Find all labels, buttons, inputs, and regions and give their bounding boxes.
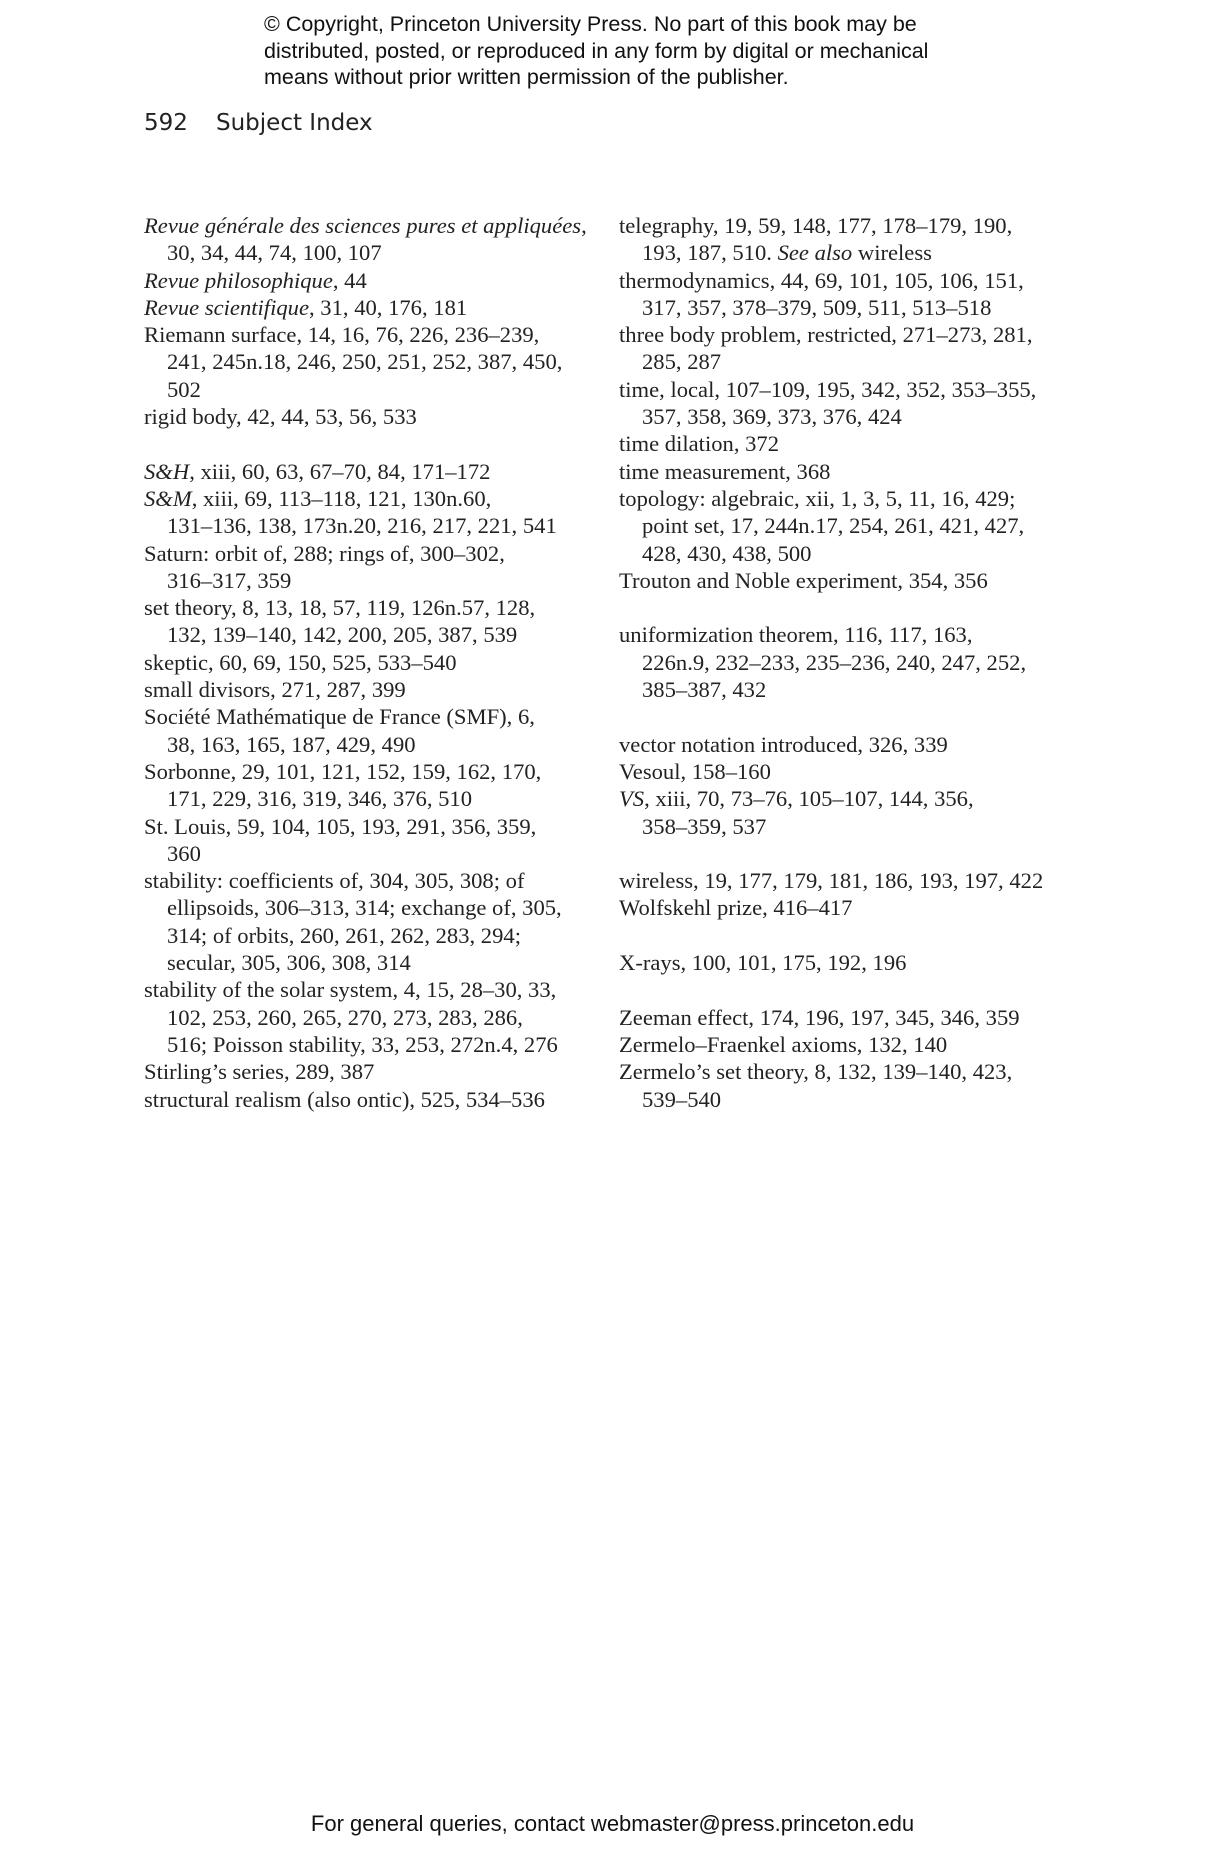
index-entry-text: skeptic, 60, 69, 150, 525, 533–540 xyxy=(144,649,457,675)
index-entry-continuation: 539–540 xyxy=(642,1086,722,1112)
index-entry-text: X-rays, 100, 101, 175, 192, 196 xyxy=(619,950,907,976)
index-entry-continuation: 38, 163, 165, 187, 429, 490 xyxy=(167,731,416,757)
index-entry-text: wireless, 19, 177, 179, 181, 186, 193, 197, 422 xyxy=(619,868,1044,894)
index-entry-text: , 44 xyxy=(332,267,367,293)
index-entry-continuation: 316–317, 359 xyxy=(167,567,292,593)
index-entry-continuation: 102, 253, 260, 265, 270, 273, 283, 286, xyxy=(167,1004,523,1030)
index-entry-title: Revue scientifique xyxy=(144,294,309,320)
index-entry-continuation: point set, 17, 244n.17, 254, 261, 421, 427, xyxy=(642,513,1025,539)
index-entry xyxy=(619,321,1081,376)
index-entry-text: structural realism (also ontic), 525, 534–536 xyxy=(144,1086,545,1112)
index-entry xyxy=(144,485,604,540)
index-entry-continuation: 357, 358, 369, 373, 376, 424 xyxy=(642,404,902,430)
index-entry xyxy=(144,758,604,813)
index-entry-text: St. Louis, 59, 104, 105, 193, 291, 356, 359, xyxy=(144,813,537,839)
index-entry xyxy=(619,458,1081,485)
index-entry xyxy=(144,813,604,868)
index-entry-text: , xiii, 69, 113–118, 121, 130n.60, xyxy=(191,485,492,511)
index-entry-text: Zermelo–Fraenkel axioms, 132, 140 xyxy=(619,1031,948,1057)
section-title: Subject Index xyxy=(216,110,373,136)
index-entry xyxy=(144,867,604,976)
index-entry xyxy=(619,567,1081,594)
index-entry xyxy=(619,376,1081,431)
copyright-line: means without prior written permission of the publisher. xyxy=(264,65,789,89)
index-entry-text: Zeeman effect, 174, 196, 197, 345, 346, 359 xyxy=(619,1004,1020,1030)
index-entry xyxy=(144,976,604,1058)
index-entry-continuation: 171, 229, 316, 319, 346, 376, 510 xyxy=(167,786,473,812)
index-entry-continuation: 193, 187, 510. xyxy=(642,240,778,266)
index-entry-text: thermodynamics, 44, 69, 101, 105, 106, 151, xyxy=(619,267,1024,293)
index-entry-text: vector notation introduced, 326, 339 xyxy=(619,731,948,757)
index-entry xyxy=(619,621,1081,703)
index-entry-title: Revue générale des sciences pures et appliquées xyxy=(144,213,582,238)
index-entry-text: , xyxy=(581,213,587,238)
index-entry-continuation: 241, 245n.18, 246, 250, 251, 252, 387, 450, xyxy=(167,349,563,375)
index-entry xyxy=(619,867,1081,894)
index-entry-text: Vesoul, 158–160 xyxy=(619,758,771,784)
index-entry xyxy=(144,676,604,703)
index-entry xyxy=(144,294,604,321)
index-entry-text: , xiii, 70, 73–76, 105–107, 144, 356, xyxy=(644,786,974,812)
index-entry-text: Saturn: orbit of, 288; rings of, 300–302, xyxy=(144,540,505,566)
running-head xyxy=(144,110,373,136)
index-entry xyxy=(144,212,604,267)
index-entry xyxy=(619,267,1081,322)
index-entry-continuation: 226n.9, 232–233, 235–236, 240, 247, 252, xyxy=(642,649,1027,675)
index-entry-title: S&M xyxy=(144,485,192,511)
index-entry-continuation: 385–387, 432 xyxy=(642,677,767,703)
index-entry-text: three body problem, restricted, 271–273, 281, xyxy=(619,322,1033,348)
index-entry-continuation: 428, 430, 438, 500 xyxy=(642,540,812,566)
index-entry xyxy=(144,649,604,676)
index-entry xyxy=(619,949,1081,976)
copyright-line: distributed, posted, or reproduced in any form by digital or mechanical xyxy=(264,38,929,63)
index-entry-continuation: 314; of orbits, 260, 261, 262, 283, 294; xyxy=(167,922,521,948)
index-entry-continuation: 317, 357, 378–379, 509, 511, 513–518 xyxy=(642,294,992,320)
index-entry-text: small divisors, 271, 287, 399 xyxy=(144,677,406,703)
index-entry-continuation: 502 xyxy=(167,376,201,402)
index-entry-text: Zermelo’s set theory, 8, 132, 139–140, 423, xyxy=(619,1059,1013,1085)
index-column-left xyxy=(144,212,604,1113)
index-entry xyxy=(144,458,604,485)
index-entry xyxy=(144,267,604,294)
index-entry-continuation: 30, 34, 44, 74, 100, 107 xyxy=(167,240,382,266)
index-entry xyxy=(144,1086,604,1113)
footer-contact: For general queries, contact webmaster@press.princeton.edu xyxy=(310,1811,915,1836)
index-entry xyxy=(619,212,1081,267)
index-entry-text: stability: coefficients of, 304, 305, 308; of xyxy=(144,868,525,894)
index-entry xyxy=(144,321,604,403)
see-also-target: wireless xyxy=(852,240,932,266)
index-entry-text: Sorbonne, 29, 101, 121, 152, 159, 162, 170, xyxy=(144,758,542,784)
copyright-notice xyxy=(264,11,1024,91)
index-entry-text: time dilation, 372 xyxy=(619,431,780,457)
index-entry xyxy=(144,703,604,758)
index-entry xyxy=(619,430,1081,457)
index-entry-continuation: 360 xyxy=(167,840,201,866)
index-entry xyxy=(619,758,1081,785)
copyright-line: © Copyright, Princeton University Press. No part of this book may be xyxy=(264,12,917,36)
index-entry xyxy=(619,894,1081,921)
index-entry-continuation: secular, 305, 306, 308, 314 xyxy=(167,950,411,976)
index-entry-text: stability of the solar system, 4, 15, 28–30, 33, xyxy=(144,977,557,1003)
index-entry xyxy=(619,785,1081,840)
index-entry-text: rigid body, 42, 44, 53, 56, 533 xyxy=(144,404,417,430)
index-entry xyxy=(144,540,604,595)
index-entry-text: uniformization theorem, 116, 117, 163, xyxy=(619,622,973,648)
index-entry-continuation: 516; Poisson stability, 33, 253, 272n.4, 276 xyxy=(167,1031,558,1057)
index-entry-text: , xiii, 60, 63, 67–70, 84, 171–172 xyxy=(189,458,491,484)
index-entry-title: VS xyxy=(619,786,645,812)
index-entry-title: S&H xyxy=(144,458,190,484)
index-entry-continuation: 132, 139–140, 142, 200, 205, 387, 539 xyxy=(167,622,518,648)
index-entry-text: Stirling’s series, 289, 387 xyxy=(144,1059,375,1085)
index-entry-continuation: 131–136, 138, 173n.20, 216, 217, 221, 541 xyxy=(167,513,557,539)
index-entry xyxy=(619,1031,1081,1058)
index-entry xyxy=(619,1004,1081,1031)
index-entry-text: topology: algebraic, xii, 1, 3, 5, 11, 16, 429; xyxy=(619,485,1016,511)
index-entry xyxy=(619,485,1081,567)
page-number: 592 xyxy=(144,110,188,136)
index-entry-text: Société Mathématique de France (SMF), 6, xyxy=(144,704,535,730)
index-entry-text: set theory, 8, 13, 18, 57, 119, 126n.57, 128, xyxy=(144,595,536,621)
index-column-right xyxy=(619,212,1081,1113)
index-entry-text: time measurement, 368 xyxy=(619,458,831,484)
index-entry-title: Revue philosophique xyxy=(144,267,333,293)
index-entry-text: Riemann surface, 14, 16, 76, 226, 236–239, xyxy=(144,322,540,348)
see-also-label: See also xyxy=(777,240,853,266)
index-entry xyxy=(619,731,1081,758)
index-entry-continuation: 358–359, 537 xyxy=(642,813,767,839)
index-entry-text: Wolfskehl prize, 416–417 xyxy=(619,895,853,921)
index-entry-text: , 31, 40, 176, 181 xyxy=(309,294,468,320)
index-entry-text: Trouton and Noble experiment, 354, 356 xyxy=(619,567,988,593)
index-entry xyxy=(144,403,604,430)
index-entry-text: telegraphy, 19, 59, 148, 177, 178–179, 190, xyxy=(619,213,1013,238)
index-entry xyxy=(144,594,604,649)
index-entry-continuation: ellipsoids, 306–313, 314; exchange of, 305, xyxy=(167,895,562,921)
index-entry xyxy=(619,1058,1081,1113)
index-entry-text: time, local, 107–109, 195, 342, 352, 353–355, xyxy=(619,376,1037,402)
index-entry-continuation: 285, 287 xyxy=(642,349,722,375)
index-entry xyxy=(144,1058,604,1085)
